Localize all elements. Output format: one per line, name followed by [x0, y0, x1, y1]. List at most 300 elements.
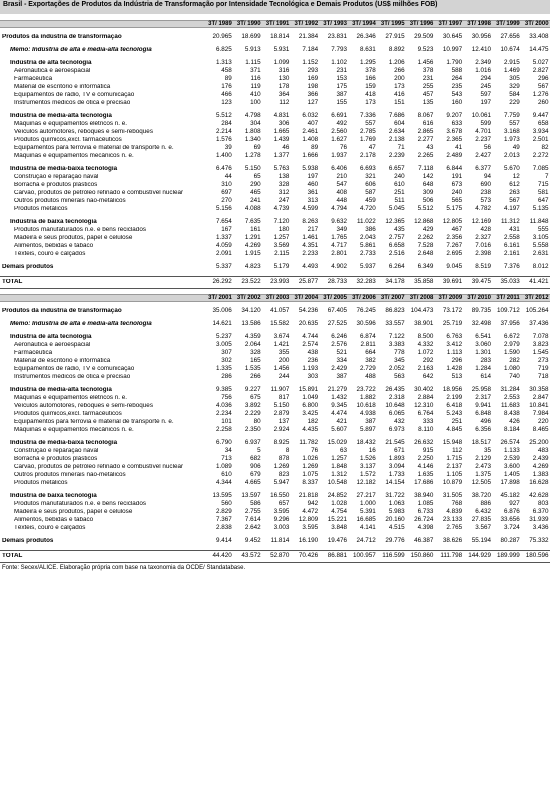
- table-cell: 80.287: [500, 536, 520, 544]
- table-cell: 3.595: [302, 523, 319, 531]
- table-cell: 1.000: [360, 499, 376, 507]
- table-cell: 5.512: [417, 204, 434, 212]
- table-cell: 567: [538, 82, 549, 90]
- table-cell: 658: [538, 119, 549, 127]
- table-row: [0, 341, 550, 349]
- table-cell: 305: [509, 74, 520, 82]
- table-cell: 2.915: [504, 58, 520, 66]
- table-cell: 4.599: [302, 204, 319, 212]
- table-cell: 144.929: [468, 552, 491, 560]
- table-cell: 24.712: [356, 536, 376, 544]
- table-cell: 458: [221, 66, 232, 74]
- table-cell: 610: [394, 180, 405, 188]
- table-cell: 7.120: [273, 217, 290, 225]
- table-cell: 245: [480, 82, 491, 90]
- table-row: [0, 205, 550, 213]
- table-cell: 2.233: [302, 249, 319, 257]
- table-cell: 2.161: [504, 249, 520, 257]
- table-cell: 2.801: [331, 249, 347, 257]
- row-label: Memo: Indústria de alta e média-alta tecnologia: [10, 46, 152, 53]
- column-header: 3T/ 1989: [208, 21, 232, 27]
- table-cell: 15.221: [327, 515, 347, 523]
- table-row: [0, 242, 550, 250]
- table-row: [0, 234, 550, 242]
- row-label: Construção e reparação naval: [14, 173, 99, 180]
- row-label: Veículos automotores, reboques e semi-reboques: [14, 402, 153, 409]
- table-row: [0, 33, 550, 41]
- table-cell: 1.545: [532, 348, 549, 356]
- table-cell: 647: [538, 196, 549, 204]
- table-cell: 217: [307, 225, 319, 233]
- column-header: 3T/ 1998: [467, 21, 491, 27]
- table-cell: 2.829: [216, 507, 232, 515]
- table-cell: 2.884: [417, 393, 434, 401]
- table-cell: 304: [250, 119, 261, 127]
- table-row: [0, 99, 550, 107]
- table-cell: 4.754: [331, 507, 347, 515]
- table-cell: 94: [483, 172, 491, 180]
- table-cell: 175: [336, 82, 347, 90]
- table-cell: 160: [451, 98, 463, 106]
- table-cell: 1.049: [302, 393, 319, 401]
- table-cell: 5.337: [216, 262, 232, 270]
- row-label: Indústria de alta tecnologia: [10, 59, 92, 66]
- table-cell: 4.717: [331, 241, 347, 249]
- table-cell: 2.574: [302, 340, 319, 348]
- table-cell: 166: [365, 74, 376, 82]
- table-cell: 2.879: [273, 409, 290, 417]
- table-cell: 16.190: [298, 536, 319, 544]
- table-cell: 1.337: [216, 233, 232, 241]
- table-cell: 8.184: [504, 425, 520, 433]
- table-cell: 682: [250, 454, 261, 462]
- table-cell: 39.691: [442, 278, 463, 286]
- table-cell: 915: [422, 446, 434, 454]
- table-cell: 5.938: [302, 164, 319, 172]
- table-cell: 1.765: [331, 233, 347, 241]
- table-cell: 46: [282, 143, 290, 151]
- table-row: [0, 197, 550, 205]
- demais-produtos-row: [0, 537, 550, 545]
- table-cell: 229: [509, 98, 520, 106]
- table-cell: 4.059: [216, 241, 232, 249]
- table-cell: 584: [509, 90, 520, 98]
- table-cell: 10.879: [442, 478, 463, 486]
- table-cell: 7.686: [388, 111, 405, 119]
- table-cell: 21.279: [327, 385, 347, 393]
- table-cell: 581: [538, 188, 549, 196]
- table-row: [0, 75, 550, 83]
- table-cell: 101: [221, 417, 232, 425]
- table-cell: 386: [365, 225, 376, 233]
- table-cell: 310: [221, 180, 232, 188]
- column-header: 3T/ 2001: [208, 295, 232, 301]
- table-cell: 492: [336, 119, 347, 127]
- table-cell: 1.733: [388, 470, 405, 478]
- table-cell: 18.432: [356, 438, 376, 446]
- table-cell: 2.765: [446, 523, 463, 531]
- export-table-2: [0, 294, 550, 563]
- table-cell: 89: [224, 74, 232, 82]
- table-cell: 7.336: [360, 111, 376, 119]
- table-cell: 240: [451, 188, 463, 196]
- table-cell: 2.365: [446, 135, 463, 143]
- table-cell: 1.257: [331, 454, 347, 462]
- table-cell: 52.870: [270, 552, 290, 560]
- table-cell: 664: [365, 348, 376, 356]
- table-cell: 100.957: [353, 552, 376, 560]
- table-cell: 3.060: [475, 340, 491, 348]
- table-cell: 6.876: [504, 507, 520, 515]
- column-header: 3T/ 2012: [524, 295, 549, 301]
- table-cell: 16: [368, 446, 376, 454]
- table-cell: 6.763: [446, 332, 463, 340]
- table-cell: 467: [451, 225, 463, 233]
- table-cell: 3.567: [475, 523, 491, 531]
- table-cell: 466: [221, 90, 232, 98]
- row-label: Indústria de média-alta tecnologia: [10, 112, 112, 119]
- table-cell: 740: [509, 372, 520, 380]
- table-cell: 4.351: [302, 241, 319, 249]
- table-cell: 283: [480, 356, 491, 364]
- table-cell: 2.924: [273, 425, 290, 433]
- column-header: 3T/ 2010: [467, 295, 491, 301]
- table-row: [0, 410, 550, 418]
- table-cell: 5.150: [273, 401, 290, 409]
- table-row: [0, 418, 550, 426]
- table-cell: 296: [451, 356, 463, 364]
- table-cell: 15.029: [327, 438, 347, 446]
- table-row: [0, 516, 550, 524]
- table-cell: 9.632: [331, 217, 347, 225]
- table-cell: 1.469: [504, 66, 520, 74]
- table-cell: 4.720: [360, 204, 376, 212]
- table-cell: 4.823: [244, 262, 261, 270]
- table-cell: 2.427: [475, 151, 491, 159]
- table-cell: 6.844: [446, 164, 463, 172]
- table-cell: 7.984: [532, 409, 549, 417]
- row-label: Produtos da indústria de transformação: [2, 307, 122, 314]
- table-cell: 7.078: [532, 332, 549, 340]
- table-cell: 69: [253, 143, 261, 151]
- table-cell: 6.825: [216, 45, 232, 53]
- table-cell: 8.631: [360, 45, 376, 53]
- table-cell: 906: [250, 462, 261, 470]
- table-cell: 10.841: [529, 401, 549, 409]
- table-cell: 3.168: [504, 127, 520, 135]
- table-cell: 1.276: [532, 90, 549, 98]
- table-row: [0, 500, 550, 508]
- table-cell: 39.475: [471, 278, 491, 286]
- table-cell: 366: [307, 90, 319, 98]
- table-cell: 12.182: [356, 478, 376, 486]
- table-cell: 410: [250, 90, 261, 98]
- table-row: [0, 463, 550, 471]
- table-cell: 255: [422, 82, 434, 90]
- table-cell: 5.913: [244, 45, 261, 53]
- table-cell: 4.782: [475, 204, 491, 212]
- table-cell: 3.105: [532, 233, 549, 241]
- table-cell: 431: [509, 225, 520, 233]
- column-header: 3T/ 1995: [380, 21, 405, 27]
- table-cell: 293: [307, 66, 319, 74]
- table-cell: 263: [509, 188, 520, 196]
- table-cell: 1.105: [446, 470, 463, 478]
- table-cell: 33.557: [385, 319, 405, 327]
- table-cell: 361: [307, 188, 319, 196]
- table-cell: 34: [224, 446, 232, 454]
- total-row: [0, 550, 550, 563]
- table-cell: 294: [480, 74, 491, 82]
- table-row: [0, 508, 550, 516]
- table-cell: 690: [480, 180, 491, 188]
- row-label: Aeronáutica e aeroespacial: [14, 67, 91, 74]
- table-cell: 4.845: [446, 425, 463, 433]
- table-cell: 284: [221, 119, 232, 127]
- table-cell: 100: [250, 98, 261, 106]
- table-cell: 1.312: [331, 470, 347, 478]
- table-cell: 1.790: [446, 58, 463, 66]
- table-cell: 604: [394, 119, 405, 127]
- table-cell: 17.686: [414, 478, 434, 486]
- table-cell: 18.517: [471, 438, 491, 446]
- table-cell: 7.614: [244, 515, 261, 523]
- table-cell: 4.332: [417, 340, 434, 348]
- table-cell: 1.313: [216, 58, 232, 66]
- table-cell: 679: [250, 470, 261, 478]
- table-cell: 378: [365, 66, 376, 74]
- table-cell: 2.199: [446, 393, 463, 401]
- table-cell: 35.006: [212, 306, 232, 314]
- table-cell: 116.599: [382, 552, 405, 560]
- table-cell: 4.359: [244, 332, 261, 340]
- table-row: [0, 91, 550, 99]
- table-cell: 606: [365, 180, 376, 188]
- table-cell: 1.335: [216, 364, 232, 372]
- table-cell: 9.045: [446, 262, 463, 270]
- row-label: Máquinas e equipamentos mecânicos n. e.: [14, 426, 134, 433]
- row-label: Aeronáutica e aeroespacial: [14, 341, 91, 348]
- table-cell: 76: [311, 446, 319, 454]
- table-cell: 112: [452, 446, 463, 454]
- table-cell: 778: [394, 348, 405, 356]
- table-cell: 286: [221, 372, 232, 380]
- table-cell: 4.794: [331, 204, 347, 212]
- table-cell: 13.586: [241, 319, 261, 327]
- table-cell: 86.881: [327, 552, 347, 560]
- table-cell: 1.383: [532, 470, 549, 478]
- table-cell: 2.239: [388, 151, 405, 159]
- table-cell: 4.665: [244, 478, 261, 486]
- table-cell: 306: [278, 119, 290, 127]
- table-cell: 11.782: [299, 438, 319, 446]
- table-cell: 715: [538, 180, 549, 188]
- column-header: 3T/ 1993: [323, 21, 347, 27]
- table-cell: 251: [394, 188, 405, 196]
- table-cell: 675: [250, 393, 261, 401]
- table-cell: 11.683: [500, 401, 520, 409]
- table-cell: 1.133: [504, 446, 520, 454]
- table-cell: 4.398: [417, 523, 434, 531]
- column-header: 3T/ 1994: [352, 21, 376, 27]
- table-cell: 31.939: [529, 515, 549, 523]
- table-cell: 18.814: [270, 32, 290, 40]
- table-cell: 1.405: [504, 470, 520, 478]
- table-cell: 12.868: [414, 217, 434, 225]
- table-cell: 1.421: [273, 340, 290, 348]
- table-cell: 1.075: [302, 470, 319, 478]
- table-cell: 1.257: [273, 233, 290, 241]
- table-cell: 27.525: [327, 319, 347, 327]
- table-cell: 1.893: [388, 454, 405, 462]
- table-cell: 9.941: [475, 401, 491, 409]
- table-cell: 15.948: [442, 438, 463, 446]
- table-cell: 2.356: [446, 233, 463, 241]
- table-row: [0, 152, 550, 160]
- table-cell: 19.476: [327, 536, 347, 544]
- table-cell: 7: [545, 172, 549, 180]
- table-cell: 27.217: [356, 491, 376, 499]
- table-cell: 4.938: [360, 409, 376, 417]
- table-cell: 1.432: [331, 393, 347, 401]
- table-cell: 292: [422, 356, 434, 364]
- table-cell: 5.897: [360, 425, 376, 433]
- table-cell: 1.269: [302, 462, 319, 470]
- table-cell: 1.456: [273, 364, 290, 372]
- table-cell: 2.091: [216, 249, 232, 257]
- table-cell: 220: [538, 417, 549, 425]
- table-cell: 1.016: [475, 66, 491, 74]
- table-cell: 4.435: [302, 425, 319, 433]
- table-cell: 387: [336, 372, 347, 380]
- row-label: Memo: Indústria de alta e média-alta tecnologia: [10, 320, 152, 327]
- table-cell: 150.860: [410, 552, 434, 560]
- table-cell: 6.264: [388, 262, 405, 270]
- table-cell: 633: [451, 119, 463, 127]
- table-cell: 316: [278, 66, 290, 74]
- table-cell: 302: [221, 356, 232, 364]
- table-cell: 565: [451, 196, 463, 204]
- table-row: [0, 357, 550, 365]
- table-cell: 56: [483, 143, 491, 151]
- table-cell: 4.515: [388, 523, 405, 531]
- table-cell: 511: [394, 196, 405, 204]
- table-cell: 4.197: [504, 204, 520, 212]
- table-cell: 334: [336, 356, 347, 364]
- table-cell: 9.227: [244, 385, 261, 393]
- table-cell: 7.118: [418, 164, 434, 172]
- table-cell: 8: [285, 446, 290, 454]
- table-cell: 5.947: [273, 478, 290, 486]
- table-cell: 26.632: [414, 438, 434, 446]
- table-cell: 244: [278, 372, 290, 380]
- table-cell: 82: [541, 143, 549, 151]
- table-cell: 8.519: [475, 262, 491, 270]
- table-cell: 1.882: [360, 393, 376, 401]
- table-cell: 6.406: [331, 164, 347, 172]
- row-label: Têxteis, couro e calçados: [14, 250, 86, 257]
- table-cell: 10.061: [471, 111, 491, 119]
- row-label: Indústria de média-alta tecnologia: [10, 386, 112, 393]
- table-cell: 429: [422, 225, 434, 233]
- table-cell: 3.724: [504, 523, 520, 531]
- table-cell: 4.831: [273, 111, 290, 119]
- table-cell: 12.310: [414, 401, 434, 409]
- table-cell: 364: [278, 90, 290, 98]
- table-row: [0, 455, 550, 463]
- table-cell: 43: [426, 143, 434, 151]
- table-cell: 26.292: [212, 278, 232, 286]
- table-cell: 8.925: [273, 438, 290, 446]
- table-header: [0, 294, 550, 302]
- table-cell: 5.027: [532, 58, 549, 66]
- table-cell: 27.915: [385, 32, 405, 40]
- table-cell: 2.695: [446, 249, 463, 257]
- table-cell: 1.590: [504, 348, 520, 356]
- table-row: [0, 46, 550, 54]
- row-label: Equipamentos de rádio, TV e comunicação: [14, 91, 135, 98]
- table-cell: 416: [394, 90, 405, 98]
- table-cell: 30.956: [471, 32, 491, 40]
- table-cell: 29.776: [385, 536, 405, 544]
- table-cell: 459: [365, 196, 376, 204]
- table-cell: 9.452: [244, 536, 261, 544]
- table-cell: 3.892: [244, 401, 261, 409]
- table-cell: 153: [336, 74, 347, 82]
- table-cell: 432: [394, 417, 405, 425]
- table-cell: 1.808: [244, 127, 261, 135]
- table-cell: 610: [221, 470, 232, 478]
- table-cell: 30.402: [414, 385, 434, 393]
- table-cell: 3.674: [273, 332, 290, 340]
- table-row: [0, 373, 550, 381]
- table-cell: 26.574: [500, 438, 520, 446]
- table-cell: 6.672: [504, 332, 520, 340]
- table-cell: 5.045: [388, 204, 405, 212]
- table-cell: 2.277: [417, 135, 434, 143]
- table-cell: 37.956: [500, 319, 520, 327]
- table-cell: 12.169: [471, 217, 491, 225]
- table-cell: 488: [365, 372, 376, 380]
- row-label: Veículos automotores, reboques e semi-reboques: [14, 128, 153, 135]
- table-cell: 1.456: [417, 58, 434, 66]
- table-cell: 9.385: [216, 385, 232, 393]
- table-cell: 1.115: [245, 58, 261, 66]
- table-cell: 55.194: [471, 536, 491, 544]
- table-cell: 44.420: [212, 552, 232, 560]
- table-cell: 5.607: [331, 425, 347, 433]
- row-label: Demais produtos: [2, 537, 54, 544]
- table-cell: 4.141: [360, 523, 376, 531]
- table-cell: 543: [451, 90, 463, 98]
- table-cell: 178: [278, 82, 290, 90]
- table-cell: 23.522: [241, 278, 261, 286]
- table-cell: 1.080: [504, 364, 520, 372]
- table-cell: 1.377: [273, 151, 290, 159]
- table-cell: 75.332: [529, 536, 549, 544]
- table-cell: 8.012: [532, 262, 549, 270]
- table-cell: 2.439: [532, 454, 549, 462]
- table-cell: 6.246: [331, 332, 347, 340]
- table-cell: 2.163: [417, 364, 434, 372]
- row-label: Indústria de média-baixa tecnologia: [10, 165, 118, 172]
- table-cell: 127: [307, 98, 319, 106]
- table-cell: 241: [250, 196, 261, 204]
- table-cell: 1.915: [244, 249, 261, 257]
- table-cell: 200: [394, 74, 405, 82]
- column-header: 3T/ 2006: [352, 295, 376, 301]
- header-label-cell: [0, 21, 204, 27]
